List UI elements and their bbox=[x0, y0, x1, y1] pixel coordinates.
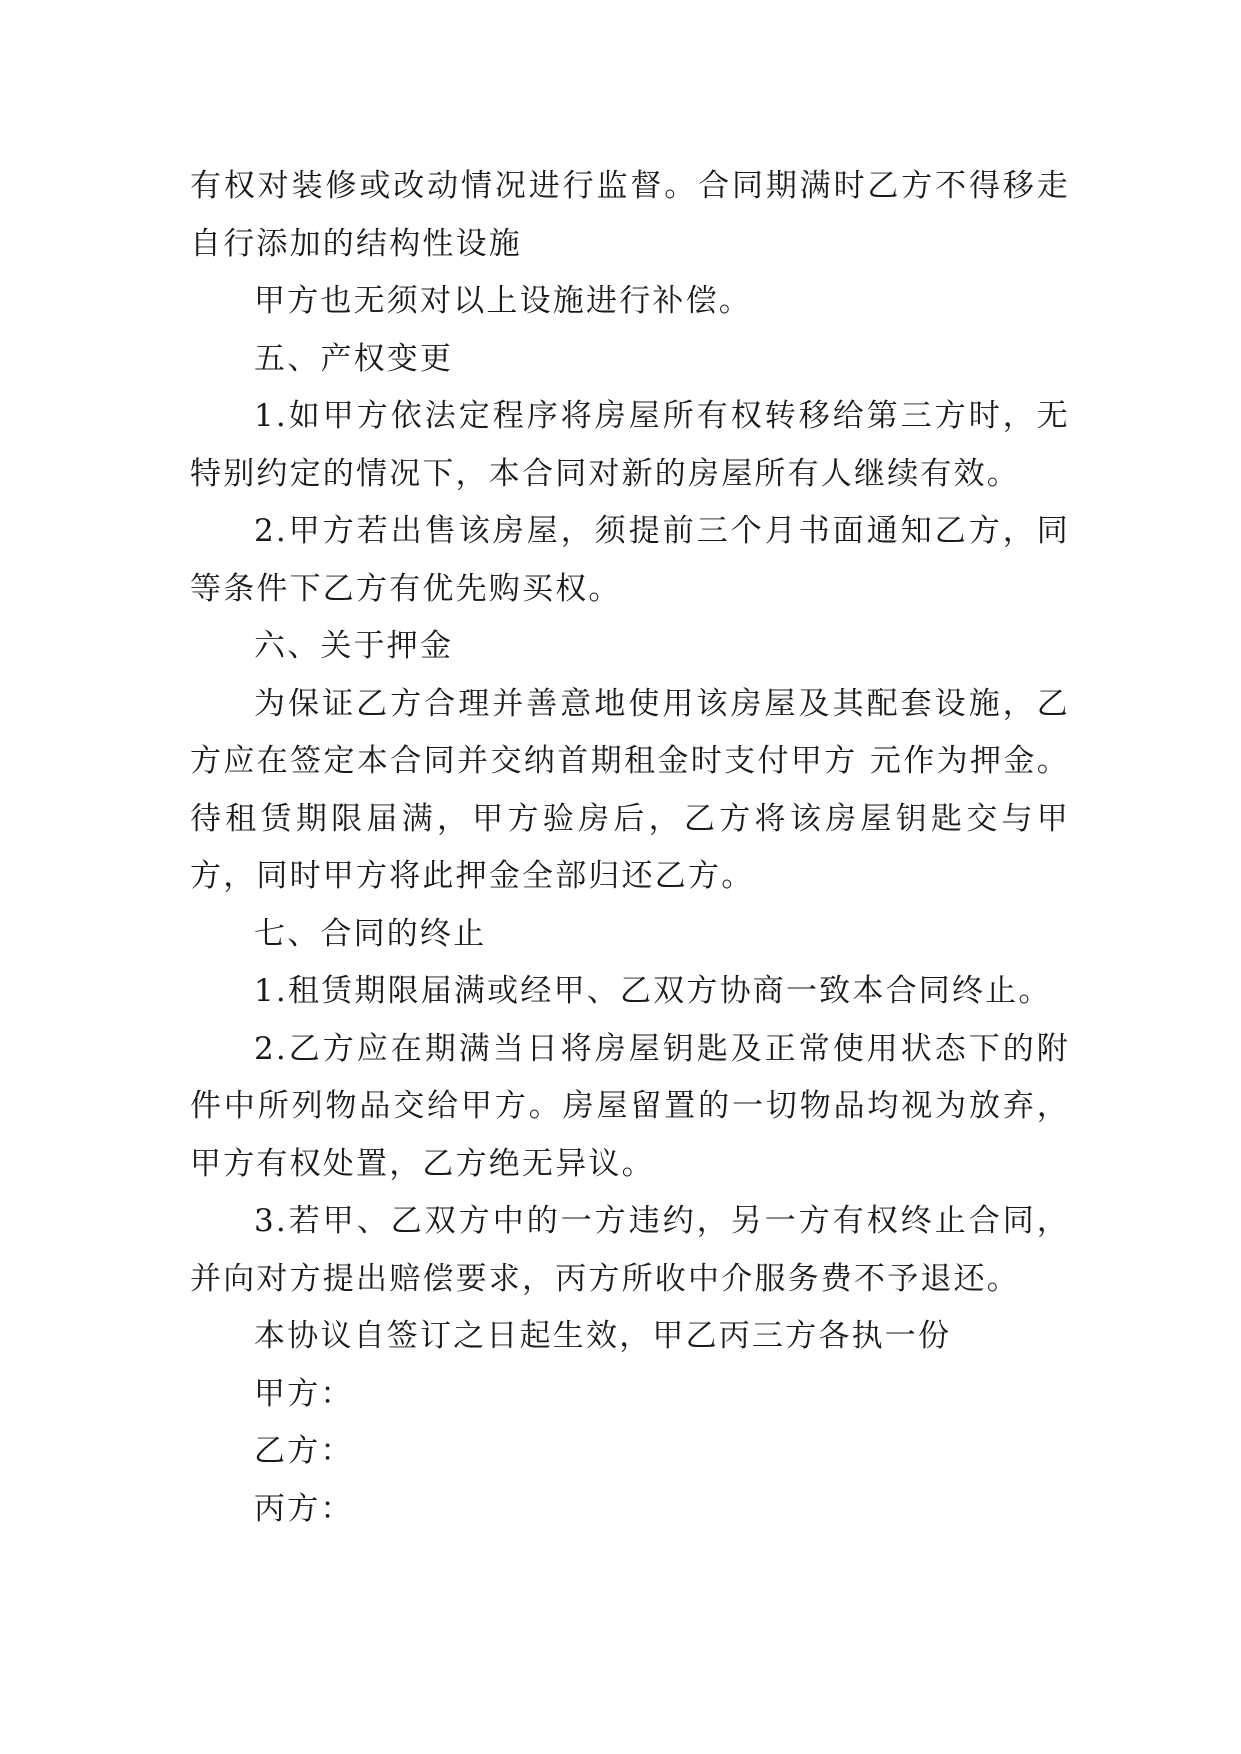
clause-7-1: 1.租赁期限届满或经甲、乙双方协商一致本合同终止。 bbox=[254, 973, 1052, 1009]
clause-5-2: 2.甲方若出售该房屋，须提前三个月书面通知乙方，同等条件下乙方有优先购买权。 bbox=[190, 513, 1070, 607]
document-body bbox=[190, 158, 1070, 1538]
effective-clause: 本协议自签订之日起生效，甲乙丙三方各执一份 bbox=[254, 1318, 952, 1354]
clause-7-3: 3.若甲、乙双方中的一方违约，另一方有权终止合同，并向对方提出赔偿要求，丙方所收中介服务费不予退还。 bbox=[190, 1203, 1070, 1297]
section-heading-property-change: 五、产权变更 bbox=[254, 340, 454, 377]
paragraph-no-compensation: 甲方也无须对以上设施进行补偿。 bbox=[254, 283, 752, 319]
section-heading-deposit: 六、关于押金 bbox=[254, 628, 454, 664]
section-heading-termination: 七、合同的终止 bbox=[254, 915, 487, 952]
signature-party-c: 丙方： bbox=[254, 1490, 354, 1527]
signature-party-b: 乙方： bbox=[254, 1433, 354, 1469]
clause-5-1: 1.如甲方依法定程序将房屋所有权转移给第三方时，无特别约定的情况下，本合同对新的房屋所有人继续有效。 bbox=[190, 398, 1070, 492]
clause-deposit: 为保证乙方合理并善意地使用该房屋及其配套设施，乙方应在签定本合同并交纳首期租金时支付甲方 元作为押金。待租赁期限届满，甲方验房后，乙方将该房屋钥匙交与甲方，同时甲方将此押金全部归还乙方。 bbox=[190, 685, 1070, 894]
paragraph-supervision-clause: 有权对装修或改动情况进行监督。合同期满时乙方不得移走自行添加的结构性设施 bbox=[190, 168, 1070, 262]
signature-party-a: 甲方： bbox=[254, 1375, 354, 1412]
clause-7-2: 2.乙方应在期满当日将房屋钥匙及正常使用状态下的附件中所列物品交给甲方。房屋留置的一切物品均视为放弃，甲方有权处置，乙方绝无异议。 bbox=[190, 1030, 1070, 1182]
